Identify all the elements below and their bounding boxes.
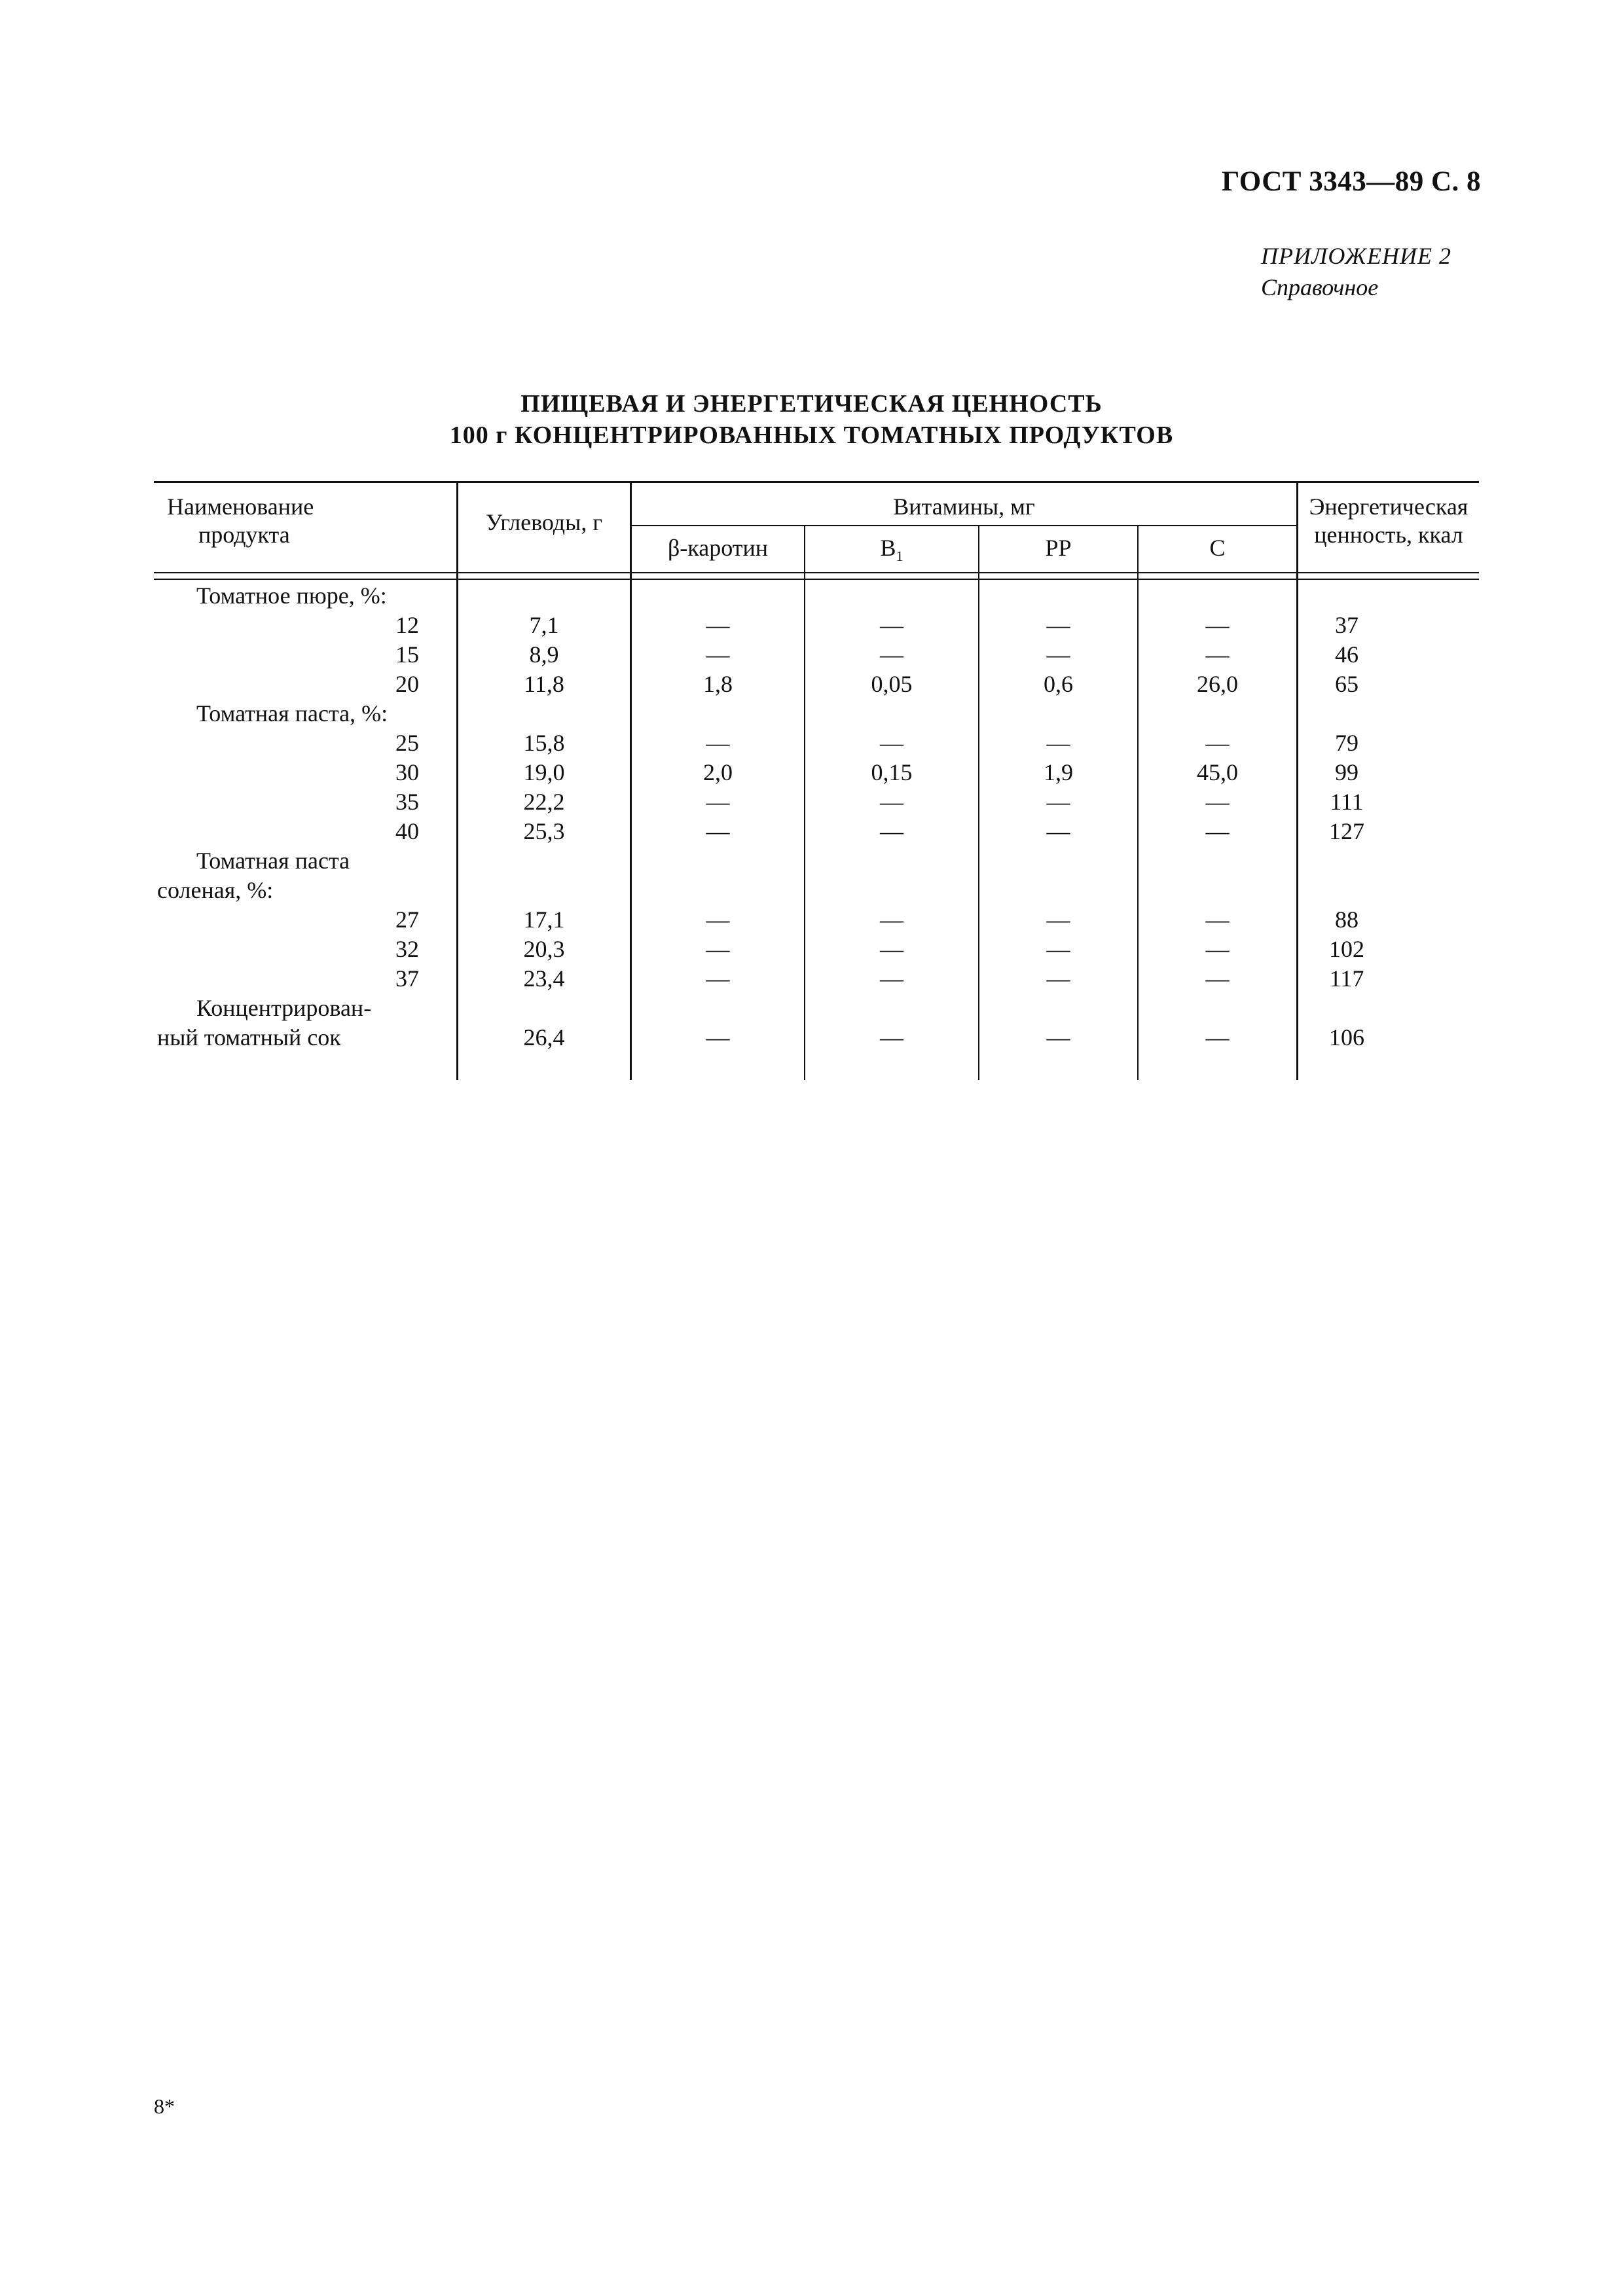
cell-b1: — — [880, 730, 903, 756]
cell-energy: 102 — [1329, 936, 1364, 962]
cell-c: 45,0 — [1197, 759, 1238, 785]
cell-b1: — — [880, 936, 903, 962]
cell-b1: — — [880, 641, 903, 668]
row-concentration: 25 — [395, 730, 419, 756]
header-vitamin-b1 — [805, 533, 978, 571]
cell-pp: 1,9 — [1044, 759, 1073, 785]
header-name-line-1: Наименование — [167, 493, 314, 520]
table-title-line-1: ПИЩЕВАЯ И ЭНЕРГЕТИЧЕСКАЯ ЦЕННОСТЬ — [520, 390, 1103, 418]
cell-c: — — [1205, 1024, 1230, 1050]
row-concentration: 30 — [395, 759, 419, 785]
header-vitamins: Витамины, мг — [893, 493, 1035, 520]
cell-b1: 0,05 — [871, 671, 913, 697]
cell-energy: 117 — [1329, 965, 1364, 992]
cell-c: — — [1205, 818, 1230, 844]
row-concentration: 40 — [395, 818, 419, 844]
cell-carbs: 20,3 — [523, 936, 565, 962]
table-title-line-2: 100 г КОНЦЕНТРИРОВАННЫХ ТОМАТНЫХ ПРОДУКТОВ — [449, 422, 1174, 449]
cell-energy: 99 — [1335, 759, 1359, 785]
cell-carbs: 17,1 — [523, 906, 565, 933]
cell-pp: 0,6 — [1044, 671, 1073, 697]
cell-b1: — — [880, 906, 903, 933]
page-mark: 8* — [154, 2094, 175, 2118]
cell-energy: 46 — [1335, 641, 1359, 668]
row-concentration: 20 — [395, 671, 419, 697]
header-name-line-2: продукта — [198, 522, 290, 548]
cell-energy: 37 — [1335, 612, 1359, 638]
row-group-label: Концентрирован- — [196, 995, 372, 1021]
cell-pp: — — [1046, 730, 1070, 756]
cell-pp: — — [1046, 906, 1070, 933]
cell-energy: 111 — [1330, 789, 1364, 815]
row-group-label: Томатное пюре, %: — [196, 583, 387, 609]
row-concentration: 12 — [395, 612, 419, 638]
cell-b1: — — [880, 965, 903, 992]
cell-pp: — — [1046, 965, 1070, 992]
cell-b1: — — [880, 789, 903, 815]
cell-energy: 106 — [1329, 1024, 1364, 1050]
cell-carbs: 26,4 — [523, 1024, 565, 1050]
cell-b1: — — [880, 612, 903, 638]
cell-beta: 1,8 — [703, 671, 733, 697]
row-group-label: соленая, %: — [157, 877, 274, 903]
vitamins-divider-rule — [630, 525, 1298, 526]
cell-c: — — [1205, 936, 1230, 962]
header-energy-line-1: Энергетическая — [1309, 493, 1468, 520]
cell-beta: — — [706, 612, 730, 638]
cell-carbs: 15,8 — [523, 730, 565, 756]
cell-beta: — — [706, 641, 730, 668]
appendix-sublabel: Справочное — [1261, 274, 1379, 300]
cell-b1: — — [880, 1024, 903, 1050]
cell-carbs: 7,1 — [529, 612, 559, 638]
header-bottom-rule-2 — [154, 579, 1479, 580]
doc-reference: ГОСТ 3343—89 С. 8 — [1221, 166, 1481, 197]
cell-carbs: 11,8 — [524, 671, 564, 697]
header-vitamin-pp: PP — [1045, 535, 1072, 561]
cell-c: — — [1205, 789, 1230, 815]
cell-c: — — [1205, 641, 1230, 668]
cell-c: 26,0 — [1197, 671, 1238, 697]
cell-pp: — — [1046, 818, 1070, 844]
cell-pp: — — [1046, 1024, 1070, 1050]
cell-pp: — — [1046, 936, 1070, 962]
header-b1-subscript: 1 — [896, 548, 903, 565]
cell-pp: — — [1046, 789, 1070, 815]
header-beta-carotene: β-каротин — [667, 535, 769, 561]
cell-c: — — [1205, 906, 1230, 933]
cell-carbs: 25,3 — [523, 818, 565, 844]
cell-c: — — [1205, 965, 1230, 992]
header-bottom-rule-1 — [154, 572, 1479, 573]
header-energy-line-2: ценность, ккал — [1314, 522, 1463, 548]
cell-carbs: 8,9 — [529, 641, 559, 668]
cell-energy: 127 — [1329, 818, 1364, 844]
cell-energy: 65 — [1335, 671, 1359, 697]
row-concentration: 37 — [395, 965, 419, 992]
cell-beta: — — [706, 965, 730, 992]
cell-beta: — — [706, 1024, 730, 1050]
row-concentration: 15 — [395, 641, 419, 668]
header-vitamin-c: C — [1209, 535, 1226, 561]
row-concentration: 32 — [395, 936, 419, 962]
header-b1-main: B — [880, 535, 896, 561]
cell-beta: — — [706, 906, 730, 933]
row-concentration: 27 — [395, 906, 419, 933]
cell-beta: — — [706, 818, 730, 844]
cell-energy: 79 — [1335, 730, 1359, 756]
cell-pp: — — [1046, 612, 1070, 638]
cell-c: — — [1205, 612, 1230, 638]
table-top-rule — [154, 481, 1479, 483]
cell-b1: — — [880, 818, 903, 844]
cell-beta: — — [706, 789, 730, 815]
cell-beta: 2,0 — [703, 759, 733, 785]
cell-energy: 88 — [1335, 906, 1359, 933]
cell-c: — — [1205, 730, 1230, 756]
cell-beta: — — [706, 936, 730, 962]
cell-b1: 0,15 — [871, 759, 913, 785]
row-group-label: Томатная паста — [196, 848, 350, 874]
cell-carbs: 19,0 — [523, 759, 565, 785]
header-carbs: Углеводы, г — [485, 509, 603, 535]
cell-beta: — — [706, 730, 730, 756]
row-group-label: Томатная паста, %: — [196, 700, 388, 726]
cell-pp: — — [1046, 641, 1070, 668]
cell-carbs: 22,2 — [523, 789, 565, 815]
row-product-name: ный томатный сок — [157, 1024, 341, 1050]
row-concentration: 35 — [395, 789, 419, 815]
appendix-label: ПРИЛОЖЕНИЕ 2 — [1261, 243, 1451, 269]
cell-carbs: 23,4 — [523, 965, 565, 992]
